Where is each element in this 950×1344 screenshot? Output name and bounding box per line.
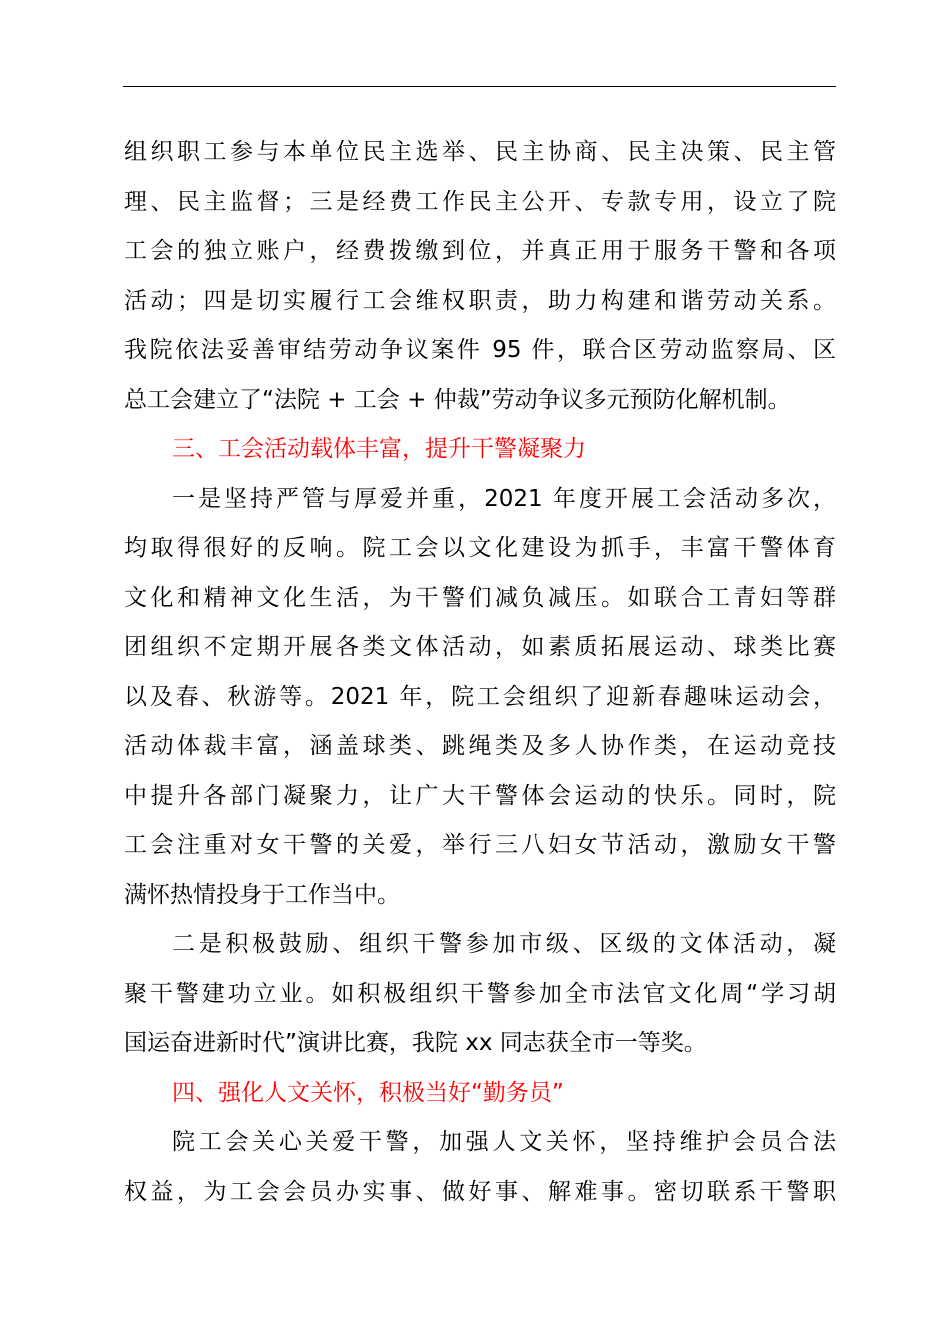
paragraph-last-line: 总工会建立了“法院 + 工会 + 仲裁”劳动争议多元预防化解机制。 bbox=[124, 386, 791, 413]
paragraph-first-line: 院工会关心关爱干警，加强人文关怀，坚持维护会员合法 bbox=[172, 1129, 836, 1155]
paragraph-first-line: 一是坚持严管与厚爱并重，2021 年度开展工会活动多次， bbox=[172, 485, 836, 512]
paragraph-line: 组织职工参与本单位民主选举、民主协商、民主决策、民主管 bbox=[124, 139, 836, 165]
paragraph-line: 理、民主监督；三是经费工作民主公开、专款专用，设立了院 bbox=[124, 188, 836, 215]
paragraph-line: 权益，为工会会员办实事、做好事、解难事。密切联系干警职 bbox=[124, 1178, 836, 1205]
paragraph-line: 活动体裁丰富，涵盖球类、跳绳类及多人协作类，在运动竞技 bbox=[124, 733, 836, 759]
section-heading: 三、工会活动载体丰富，提升干警凝聚力 bbox=[172, 436, 586, 462]
paragraph-last-line: 国运奋进新时代”演讲比赛，我院 xx 同志获全市一等奖。 bbox=[124, 1030, 707, 1056]
paragraph-line: 以及春、秋游等。2021 年，院工会组织了迎新春趣味运动会， bbox=[124, 683, 836, 710]
paragraph-line: 均取得很好的反响。院工会以文化建设为抓手，丰富干警体育 bbox=[124, 535, 836, 561]
section-heading: 四、强化人文关怀，积极当好“勤务员” bbox=[172, 1079, 564, 1106]
paragraph-first-line: 二是积极鼓励、组织干警参加市级、区级的文体活动，凝 bbox=[172, 931, 836, 957]
paragraph-line: 文化和精神文化生活，为干警们减负减压。如联合工青妇等群 bbox=[124, 584, 836, 611]
document-body bbox=[124, 128, 836, 1217]
paragraph-line: 团组织不定期开展各类文体活动，如素质拓展运动、球类比赛 bbox=[124, 634, 836, 660]
paragraph-line: 我院依法妥善审结劳动争议案件 95 件，联合区劳动监察局、区 bbox=[124, 337, 836, 363]
header-rule bbox=[123, 86, 836, 87]
paragraph-line: 中提升各部门凝聚力，让广大干警体会运动的快乐。同时，院 bbox=[124, 782, 836, 809]
paragraph-line: 工会的独立账户，经费拨缴到位，并真正用于服务干警和各项 bbox=[124, 238, 836, 264]
paragraph-line: 活动；四是切实履行工会维权职责，助力构建和谐劳动关系。 bbox=[124, 287, 836, 314]
paragraph-line: 聚干警建功立业。如积极组织干警参加全市法官文化周“学习胡 bbox=[124, 980, 836, 1007]
paragraph-line: 工会注重对女干警的关爱，举行三八妇女节活动，激励女干警 bbox=[124, 832, 836, 858]
paragraph-last-line: 满怀热情投身于工作当中。 bbox=[124, 881, 400, 908]
